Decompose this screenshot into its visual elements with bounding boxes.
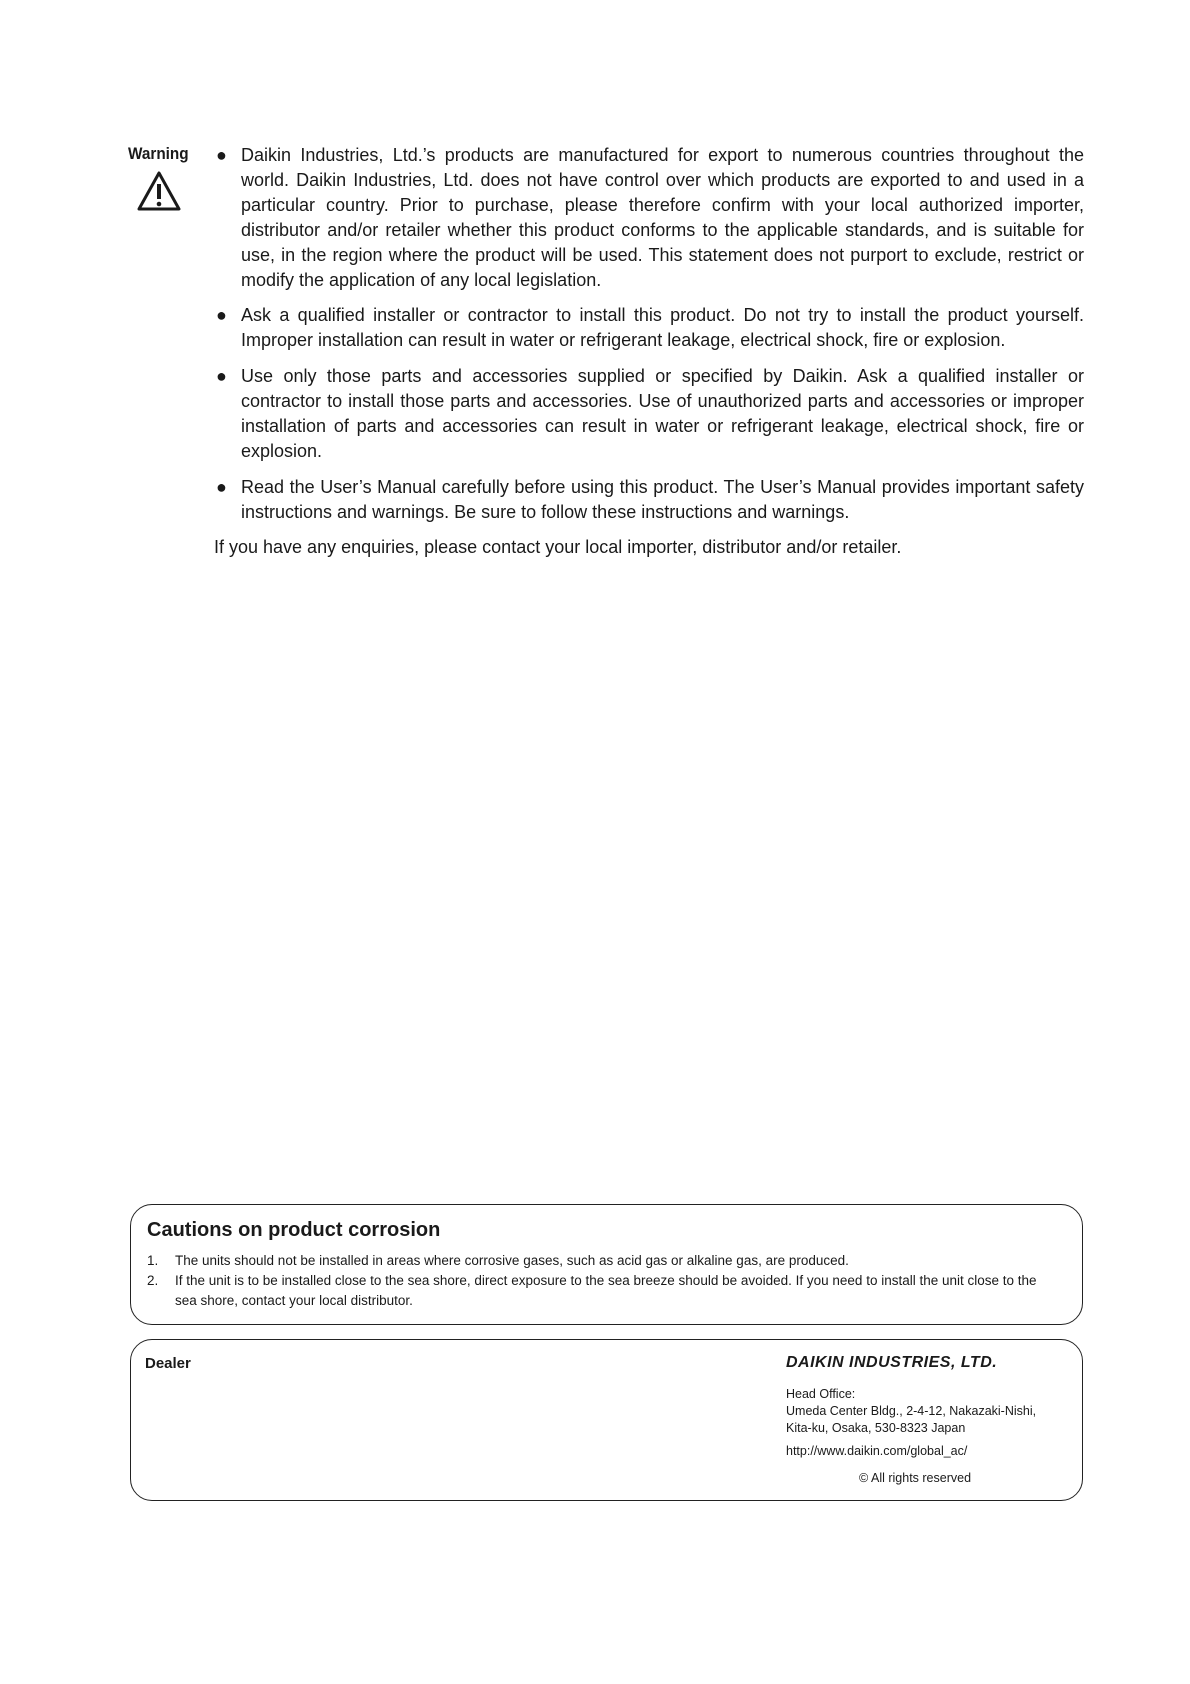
warning-label: Warning [128,144,189,163]
bullet-icon: ● [216,366,227,386]
corrosion-caution-box [130,1204,1083,1325]
company-url[interactable]: http://www.daikin.com/global_ac/ [786,1444,968,1458]
bullet-icon: ● [216,305,227,325]
bullet-icon: ● [216,145,227,165]
warning-item-manual: Read the User’s Manual carefully before using this product. The User’s Manual provides important safety instructions and warnings. Be sure to follow these instructions and warnings. [241,477,1084,522]
warning-item-parts: Use only those parts and accessories supplied or specified by Daikin. Ask a qualified installer or contractor to install those parts and accessories. Use of unauthorized parts and accessories or improper installation of parts and accessories can result in water or refrigerant leakage, electrical shock, fire or explosion. [241,366,1084,461]
caution-item [147,1271,1062,1311]
bullet-icon: ● [216,477,227,497]
company-brand: DAIKIN INDUSTRIES, LTD. [786,1354,998,1371]
caution-item-number: 1. [147,1253,159,1268]
warning-item-installer: Ask a qualified installer or contractor to install this product. Do not try to install the product yourself. Improper installation can result in water or refrigerant leakage, electrical shock, fire or explosion. [241,305,1084,350]
dealer-box [130,1339,1083,1501]
address-line-1: Umeda Center Bldg., 2-4-12, Nakazaki-Nishi, [786,1404,1037,1418]
caution-item-number: 2. [147,1273,159,1288]
caution-item-text: If the unit is to be installed close to the sea shore, direct exposure to the sea breeze should be avoided. If you need to install the unit close to the sea shore, contact your local distributor. [175,1273,1037,1308]
copyright: © All rights reserved [859,1471,972,1485]
caution-item-text: The units should not be installed in areas where corrosive gases, such as acid gas or alkaline gas, are produced. [175,1253,849,1268]
caution-item [147,1251,1062,1271]
warning-triangle-icon [136,170,182,212]
enquiries-note: If you have any enquiries, please contact your local importer, distributor and/or retailer. [214,537,902,557]
warning-item-export: Daikin Industries, Ltd.’s products are manufactured for export to numerous countries throughout the world. Daikin Industries, Ltd. does not have control over which products are exported to and used in a particular country. Prior to purchase, please therefore confirm with your local authorized importer, distributor and/or retailer whether this product conforms to the applicable standards, and is suitable for use, in the region where the product will be used. This statement does not purport to exclude, restrict or modify the application of any local legislation. [241,145,1084,290]
address-line-2: Kita-ku, Osaka, 530-8323 Japan [786,1421,966,1435]
caution-title: Cautions on product corrosion [147,1219,441,1241]
dealer-label: Dealer [145,1355,191,1372]
head-office-label: Head Office: [786,1387,856,1401]
